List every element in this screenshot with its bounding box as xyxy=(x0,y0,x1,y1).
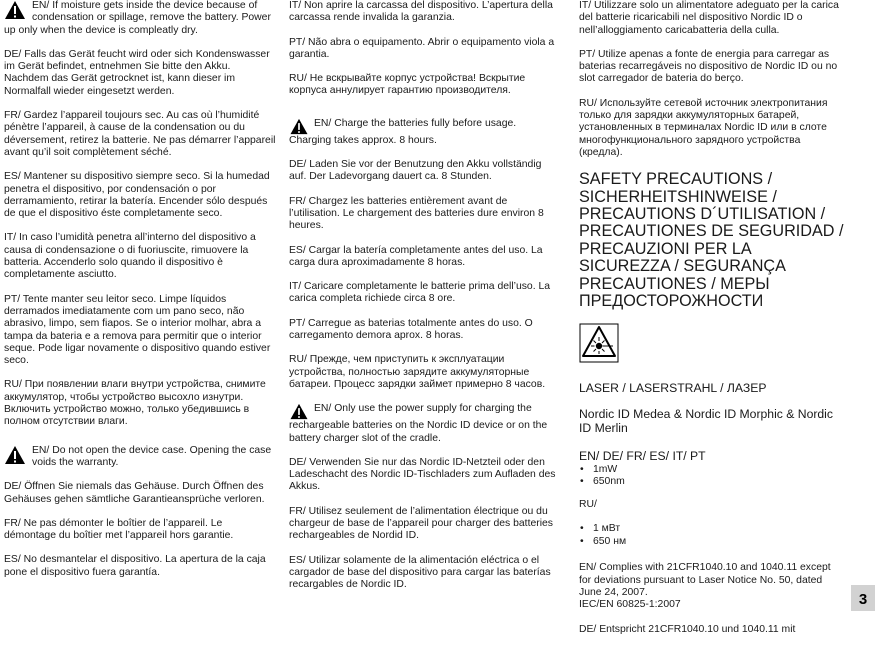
warning-triangle-icon xyxy=(4,445,26,465)
es-moisture: ES/ Mantener su dispositivo siempre seco. Si la humedad penetra el dispositivo, por condensación o por derramamiento, retirar la batería. Encender sólo después de que el dispositivo éste completamente seco. xyxy=(4,171,270,220)
de-charge: DE/ Laden Sie vor der Benutzung den Akku vollständig auf. Der Ladevorgang dauert ca. 8 Stunden. xyxy=(289,159,542,183)
list-item: • 650 нм xyxy=(579,536,844,549)
list-item: • 1 мВт xyxy=(579,523,844,536)
laser-specs-ru-list xyxy=(579,523,844,548)
iec-standard: IEC/EN 60825-1:2007 xyxy=(579,599,681,611)
ru-case: RU/ Не вскрывайте корпус устройства! Вскрытие корпуса аннулирует гарантию производителя. xyxy=(289,73,526,97)
de-moisture: DE/ Falls das Gerät feucht wird oder sich Kondenswasser im Gerät befindet, entnehmen Sie bitte den Akku. Nachdem das Gerät getrocknet ist, kann dieser im Normalfall wieder eingesetzt werden. xyxy=(4,48,270,97)
laser-models: Nordic ID Medea & Nordic ID Morphic & Nordic ID Merlin xyxy=(579,406,833,435)
en-complies xyxy=(579,562,844,611)
es-case: ES/ No desmantelar el dispositivo. La apertura de la caja pone el dispositivo fuera garantía. xyxy=(4,554,266,578)
warning-case-en-text: EN/ Do not open the device case. Opening the case voids the warranty. xyxy=(32,444,272,468)
warning-triangle-icon xyxy=(289,118,309,135)
laser-title: LASER / LASERSTRAHL / ЛАЗЕР xyxy=(579,380,767,395)
it-charge: IT/ Caricare completamente le batterie prima dell’uso. La carica completa richiede circa 8 ore. xyxy=(289,281,551,305)
it-case: IT/ Non aprire la carcassa del dispositivo. L’apertura della carcassa rende invalida la garanzia. xyxy=(289,0,553,24)
page-number: 3 xyxy=(851,585,875,611)
it-moisture: IT/ In caso l’umidità penetra all’interno del dispositivo a causa di condensazione o di fuoriuscite, rimuovere la batteria. Accenderlo solo quando il dispositivo è completamente asciutto. xyxy=(4,232,256,281)
warning-case-en xyxy=(4,445,276,470)
languages-label: EN/ DE/ FR/ ES/ IT/ PT xyxy=(579,448,706,463)
pt-case: PT/ Não abra o equipamento. Abrir o equipamento viola a garantia. xyxy=(289,36,555,60)
es-charge: ES/ Cargar la batería completamente antes del uso. La carga dura aproximadamente 8 horas. xyxy=(289,244,543,268)
it-power: IT/ Utilizzare solo un alimentatore adeguato per la carica del batterie ricaricabili nel dispositivo Nordic ID o nell’alloggiamento caricabatteria della culla. xyxy=(579,0,839,36)
warning-triangle-icon xyxy=(4,0,26,20)
ru-charge: RU/ Прежде, чем приступить к эксплуатации устройства, полностью зарядите аккумуляторные батареи. Процесс зарядки займет примерно 8 часов. xyxy=(289,354,546,390)
fr-charge: FR/ Chargez les batteries entièrement avant de l’utilisation. Le chargement des batteries dure environ 8 heures. xyxy=(289,195,544,232)
list-item: • 1mW xyxy=(579,464,844,477)
fr-power: FR/ Utilisez seulement de l’alimentation électrique ou du chargeur de base de l’appareil pour charger des batteries rechargeables de Nordid ID. xyxy=(289,505,553,542)
es-power: ES/ Utilizar solamente de la alimentación eléctrica o el cargador de base del dispositivo para cargar las baterías recargables de Nordic ID. xyxy=(289,554,551,591)
warning-charge-en xyxy=(289,118,557,147)
en-complies-text: EN/ Complies with 21CFR1040.10 and 1040.11 except for deviations pursuant to Laser Notice No. 50, dated June 24, 2007. xyxy=(579,562,831,599)
warning-charge-en-text: EN/ Charge the batteries fully before usage. Charging takes approx. 8 hours. xyxy=(289,117,517,146)
warning-power-en-text: EN/ Only use the power supply for charging the rechargeable batteries on the Nordic ID device or on the battery charger slot of the cradle. xyxy=(289,403,548,444)
warning-moisture-en-text: EN/ If moisture gets inside the device because of condensation or spillage, remove the battery. Power up only when the device is compleatly dry. xyxy=(4,0,271,36)
ru-moisture: RU/ При появлении влаги внутри устройства, снимите аккумулятор, чтобы устройство высохло изнутри. Включить устройство можно, только убедившись в полном отсутствии влаги. xyxy=(4,379,266,428)
laser-hazard-icon xyxy=(579,323,619,363)
column-2 xyxy=(289,0,557,604)
de-complies: DE/ Entspricht 21CFR1040.10 und 1040.11 mit xyxy=(579,623,796,635)
pt-moisture: PT/ Tente manter seu leitor seco. Limpe líquidos derramados imediatamente com um pano seco, não abrasivo, limpo, sem fiapos. Se o interior molhar, abra a tampa da bateria e a remova para permitir que o interior seque. Pode ligar novamente o dispositivo quando estiver seco. xyxy=(4,293,271,367)
column-1 xyxy=(4,0,276,591)
warning-triangle-icon xyxy=(289,403,309,420)
de-power: DE/ Verwenden Sie nur das Nordic ID-Netzteil oder den Ladeschacht des Nordic ID-Tischladers zum Aufladen des Akkus. xyxy=(289,456,556,493)
de-case: DE/ Öffnen Sie niemals das Gehäuse. Durch Öffnen des Gehäuses gehen sämtliche Garantieansprüche verloren. xyxy=(4,481,265,505)
safety-precautions-heading: SAFETY PRECAUTIONS / SICHERHEITSHINWEISE / PRECAUTIONS D´UTILISATION / PRECAUTIONES DE SEGURIDAD / PRECAUZIONI PER LA SICUREZZA / SEGURANÇA PRECAUTIONES / МЕРЫ ПРЕДОСТОРОЖНОСТИ xyxy=(579,170,844,311)
warning-power-en xyxy=(289,403,557,445)
pt-charge: PT/ Carregue as baterias totalmente antes do uso. O carregamento demora aprox. 8 horas. xyxy=(289,317,533,342)
warning-moisture-en xyxy=(4,0,276,37)
ru-power: RU/ Используйте сетевой источник электропитания только для зарядки аккумуляторных батарей, установленных в терминалах Nordic ID или в слоте многофункционального зарядного устройства (кредла). xyxy=(579,97,828,158)
column-3 xyxy=(579,0,844,648)
fr-case: FR/ Ne pas démonter le boîtier de l’appareil. Le démontage du boîtier met l’appareil hors garantie. xyxy=(4,517,234,542)
ru-label: RU/ xyxy=(579,499,597,510)
pt-power: PT/ Utilize apenas a fonte de energia para carregar as baterias recarregáveis no dispositivo de Nordic ID ou no slot carregador de bateria do berço. xyxy=(579,48,838,85)
list-item: • 650nm xyxy=(579,476,844,489)
fr-moisture: FR/ Gardez l’appareil toujours sec. Au cas où l’humidité pénètre l’appareil, à cause de la condensation ou du déversement, retirez la batterie. Ne pas démarrer l’appareil avant qu’il soit complètement séché. xyxy=(4,110,276,158)
laser-specs-list xyxy=(579,464,844,489)
